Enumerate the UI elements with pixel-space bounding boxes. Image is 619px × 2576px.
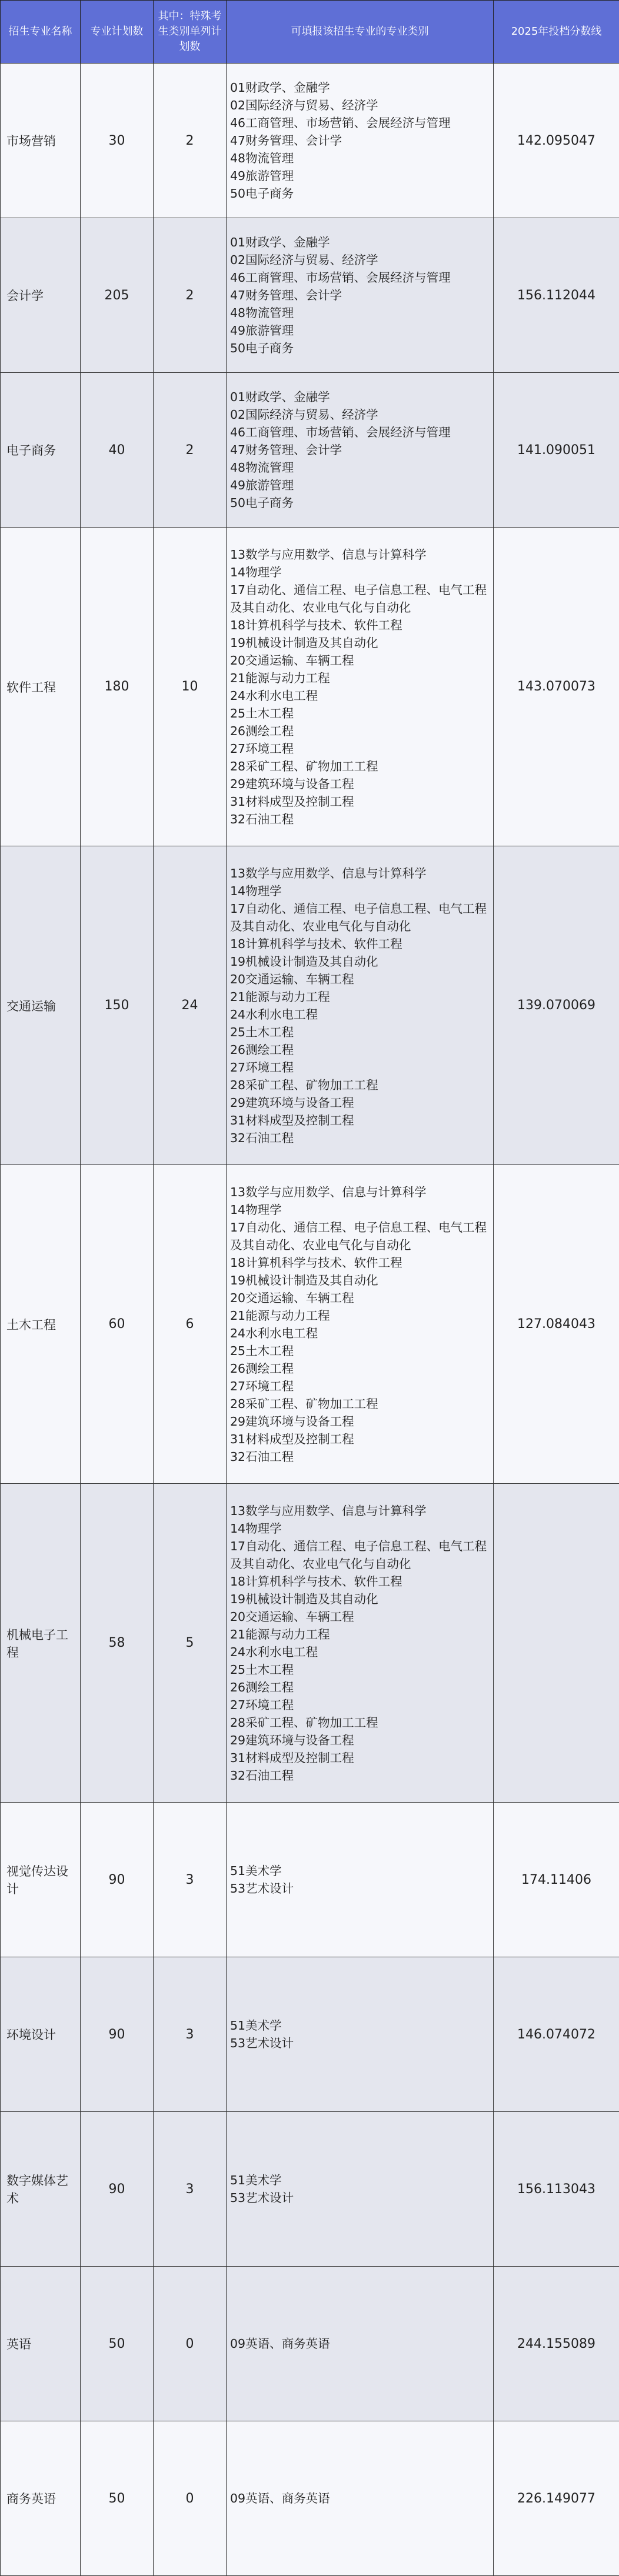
special-plan-count: 0 (154, 2421, 227, 2576)
plan-count: 60 (81, 1165, 154, 1484)
major-name: 市场营销 (1, 64, 81, 218)
category-line: 28采矿工程、矿物加工工程 (230, 1395, 490, 1413)
category-line: 32石油工程 (230, 810, 490, 828)
table-row (1, 1803, 619, 1957)
category-line: 50电子商务 (230, 494, 490, 512)
category-line: 53艺术设计 (230, 1880, 490, 1897)
major-name: 交通运输 (1, 846, 81, 1165)
special-plan-count: 6 (154, 1165, 227, 1484)
eligible-categories (227, 2112, 494, 2267)
category-line: 17自动化、通信工程、电子信息工程、电气工程及其自动化、农业电气化与自动化 (230, 581, 490, 616)
header-eligible-categories: 可填报该招生专业的专业类别 (227, 1, 494, 64)
table-row (1, 2112, 619, 2267)
category-line: 01财政学、金融学 (230, 233, 490, 251)
category-line: 25土木工程 (230, 705, 490, 722)
category-line: 25土木工程 (230, 1661, 490, 1679)
category-line: 49旅游管理 (230, 476, 490, 494)
category-line: 25土木工程 (230, 1342, 490, 1360)
category-line: 19机械设计制造及其自动化 (230, 953, 490, 970)
category-line: 49旅游管理 (230, 322, 490, 339)
category-line: 29建筑环境与设备工程 (230, 1094, 490, 1112)
category-line: 53艺术设计 (230, 2189, 490, 2207)
cutoff-score: 143.070073 (494, 528, 619, 846)
category-line: 20交通运输、车辆工程 (230, 1289, 490, 1307)
table-row (1, 2267, 619, 2421)
plan-count: 90 (81, 1957, 154, 2112)
header-cutoff-score: 2025年投档分数线 (494, 1, 619, 64)
major-name: 英语 (1, 2267, 81, 2421)
eligible-categories (227, 2421, 494, 2576)
plan-count: 205 (81, 218, 154, 373)
category-line: 13数学与应用数学、信息与计算科学 (230, 1183, 490, 1201)
category-line: 31材料成型及控制工程 (230, 1112, 490, 1129)
table-row (1, 1484, 619, 1803)
category-line: 31材料成型及控制工程 (230, 1749, 490, 1767)
category-line: 17自动化、通信工程、电子信息工程、电气工程及其自动化、农业电气化与自动化 (230, 900, 490, 935)
special-plan-count: 24 (154, 846, 227, 1165)
category-line: 18计算机科学与技术、软件工程 (230, 616, 490, 634)
category-line: 24水利水电工程 (230, 1643, 490, 1661)
category-line: 26测绘工程 (230, 1041, 490, 1059)
category-line: 02国际经济与贸易、经济学 (230, 96, 490, 114)
header-special-plan-count: 其中：特殊考生类别单列计划数 (154, 1, 227, 64)
category-line: 14物理学 (230, 563, 490, 581)
category-line: 17自动化、通信工程、电子信息工程、电气工程及其自动化、农业电气化与自动化 (230, 1537, 490, 1573)
eligible-categories (227, 1957, 494, 2112)
category-line: 31材料成型及控制工程 (230, 1430, 490, 1448)
category-line: 18计算机科学与技术、软件工程 (230, 935, 490, 953)
category-line: 21能源与动力工程 (230, 669, 490, 687)
table-row (1, 64, 619, 218)
category-line: 51美术学 (230, 1862, 490, 1880)
category-line: 20交通运输、车辆工程 (230, 652, 490, 669)
category-line: 50电子商务 (230, 185, 490, 202)
category-line: 02国际经济与贸易、经济学 (230, 406, 490, 423)
major-name: 环境设计 (1, 1957, 81, 2112)
header-major-name: 招生专业名称 (1, 1, 81, 64)
table-row (1, 373, 619, 528)
plan-count: 30 (81, 64, 154, 218)
special-plan-count: 5 (154, 1484, 227, 1803)
major-name: 电子商务 (1, 373, 81, 528)
table-row (1, 846, 619, 1165)
eligible-categories (227, 2267, 494, 2421)
table-row (1, 1165, 619, 1484)
category-line: 09英语、商务英语 (230, 2335, 490, 2353)
category-line: 46工商管理、市场营销、会展经济与管理 (230, 114, 490, 132)
category-line: 27环境工程 (230, 1696, 490, 1714)
category-line: 18计算机科学与技术、软件工程 (230, 1254, 490, 1272)
category-line: 13数学与应用数学、信息与计算科学 (230, 1502, 490, 1520)
category-line: 53艺术设计 (230, 2034, 490, 2052)
eligible-categories (227, 373, 494, 528)
plan-count: 40 (81, 373, 154, 528)
category-line: 25土木工程 (230, 1023, 490, 1041)
category-line: 31材料成型及控制工程 (230, 793, 490, 810)
major-name: 会计学 (1, 218, 81, 373)
category-line: 48物流管理 (230, 304, 490, 322)
cutoff-score: 156.113043 (494, 2112, 619, 2267)
plan-count: 50 (81, 2421, 154, 2576)
category-line: 28采矿工程、矿物加工工程 (230, 758, 490, 775)
table-row (1, 1957, 619, 2112)
cutoff-score: 156.112044 (494, 218, 619, 373)
header-row (1, 1, 619, 64)
category-line: 49旅游管理 (230, 167, 490, 185)
category-line: 26测绘工程 (230, 1360, 490, 1377)
category-line: 02国际经济与贸易、经济学 (230, 251, 490, 269)
category-line: 47财务管理、会计学 (230, 132, 490, 149)
category-line: 46工商管理、市场营销、会展经济与管理 (230, 423, 490, 441)
table-row (1, 218, 619, 373)
category-line: 28采矿工程、矿物加工工程 (230, 1076, 490, 1094)
category-line: 50电子商务 (230, 339, 490, 357)
plan-count: 90 (81, 2112, 154, 2267)
special-plan-count: 2 (154, 218, 227, 373)
special-plan-count: 3 (154, 1957, 227, 2112)
header-plan-count: 专业计划数 (81, 1, 154, 64)
cutoff-score (494, 1484, 619, 1803)
category-line: 28采矿工程、矿物加工工程 (230, 1714, 490, 1731)
category-line: 26测绘工程 (230, 1679, 490, 1696)
eligible-categories (227, 64, 494, 218)
special-plan-count: 0 (154, 2267, 227, 2421)
major-name: 视觉传达设计 (1, 1803, 81, 1957)
major-name: 数字媒体艺术 (1, 2112, 81, 2267)
special-plan-count: 3 (154, 1803, 227, 1957)
category-line: 27环境工程 (230, 740, 490, 758)
special-plan-count: 2 (154, 64, 227, 218)
category-line: 32石油工程 (230, 1448, 490, 1466)
eligible-categories (227, 1165, 494, 1484)
cutoff-score: 142.095047 (494, 64, 619, 218)
category-line: 21能源与动力工程 (230, 1307, 490, 1324)
category-line: 24水利水电工程 (230, 1006, 490, 1023)
category-line: 13数学与应用数学、信息与计算科学 (230, 546, 490, 563)
cutoff-score: 174.11406 (494, 1803, 619, 1957)
major-name: 土木工程 (1, 1165, 81, 1484)
cutoff-score: 226.149077 (494, 2421, 619, 2576)
category-line: 47财务管理、会计学 (230, 441, 490, 459)
category-line: 32石油工程 (230, 1767, 490, 1784)
category-line: 21能源与动力工程 (230, 1626, 490, 1643)
category-line: 47财务管理、会计学 (230, 286, 490, 304)
category-line: 14物理学 (230, 882, 490, 900)
category-line: 20交通运输、车辆工程 (230, 970, 490, 988)
category-line: 01财政学、金融学 (230, 388, 490, 406)
category-line: 19机械设计制造及其自动化 (230, 1272, 490, 1289)
plan-count: 50 (81, 2267, 154, 2421)
category-line: 14物理学 (230, 1520, 490, 1537)
category-line: 26测绘工程 (230, 722, 490, 740)
plan-count: 90 (81, 1803, 154, 1957)
category-line: 13数学与应用数学、信息与计算科学 (230, 865, 490, 882)
category-line: 20交通运输、车辆工程 (230, 1608, 490, 1626)
table-row (1, 2421, 619, 2576)
category-line: 24水利水电工程 (230, 687, 490, 705)
category-line: 48物流管理 (230, 459, 490, 476)
major-name: 软件工程 (1, 528, 81, 846)
eligible-categories (227, 846, 494, 1165)
category-line: 19机械设计制造及其自动化 (230, 634, 490, 652)
special-plan-count: 10 (154, 528, 227, 846)
category-line: 09英语、商务英语 (230, 2490, 490, 2507)
table-row (1, 528, 619, 846)
category-line: 27环境工程 (230, 1377, 490, 1395)
category-line: 29建筑环境与设备工程 (230, 1413, 490, 1430)
category-line: 29建筑环境与设备工程 (230, 775, 490, 793)
cutoff-score: 139.070069 (494, 846, 619, 1165)
eligible-categories (227, 1484, 494, 1803)
category-line: 24水利水电工程 (230, 1324, 490, 1342)
eligible-categories (227, 1803, 494, 1957)
cutoff-score: 244.155089 (494, 2267, 619, 2421)
cutoff-score: 141.090051 (494, 373, 619, 528)
category-line: 17自动化、通信工程、电子信息工程、电气工程及其自动化、农业电气化与自动化 (230, 1219, 490, 1254)
category-line: 18计算机科学与技术、软件工程 (230, 1573, 490, 1590)
category-line: 32石油工程 (230, 1129, 490, 1147)
category-line: 29建筑环境与设备工程 (230, 1731, 490, 1749)
special-plan-count: 3 (154, 2112, 227, 2267)
plan-count: 150 (81, 846, 154, 1165)
eligible-categories (227, 528, 494, 846)
eligible-categories (227, 218, 494, 373)
plan-count: 58 (81, 1484, 154, 1803)
category-line: 51美术学 (230, 2017, 490, 2034)
category-line: 21能源与动力工程 (230, 988, 490, 1006)
category-line: 51美术学 (230, 2171, 490, 2189)
category-line: 19机械设计制造及其自动化 (230, 1590, 490, 1608)
plan-count: 180 (81, 528, 154, 846)
special-plan-count: 2 (154, 373, 227, 528)
cutoff-score: 146.074072 (494, 1957, 619, 2112)
major-name: 商务英语 (1, 2421, 81, 2576)
category-line: 46工商管理、市场营销、会展经济与管理 (230, 269, 490, 286)
major-name: 机械电子工程 (1, 1484, 81, 1803)
category-line: 14物理学 (230, 1201, 490, 1219)
category-line: 27环境工程 (230, 1059, 490, 1076)
category-line: 48物流管理 (230, 149, 490, 167)
category-line: 01财政学、金融学 (230, 79, 490, 96)
cutoff-score: 127.084043 (494, 1165, 619, 1484)
